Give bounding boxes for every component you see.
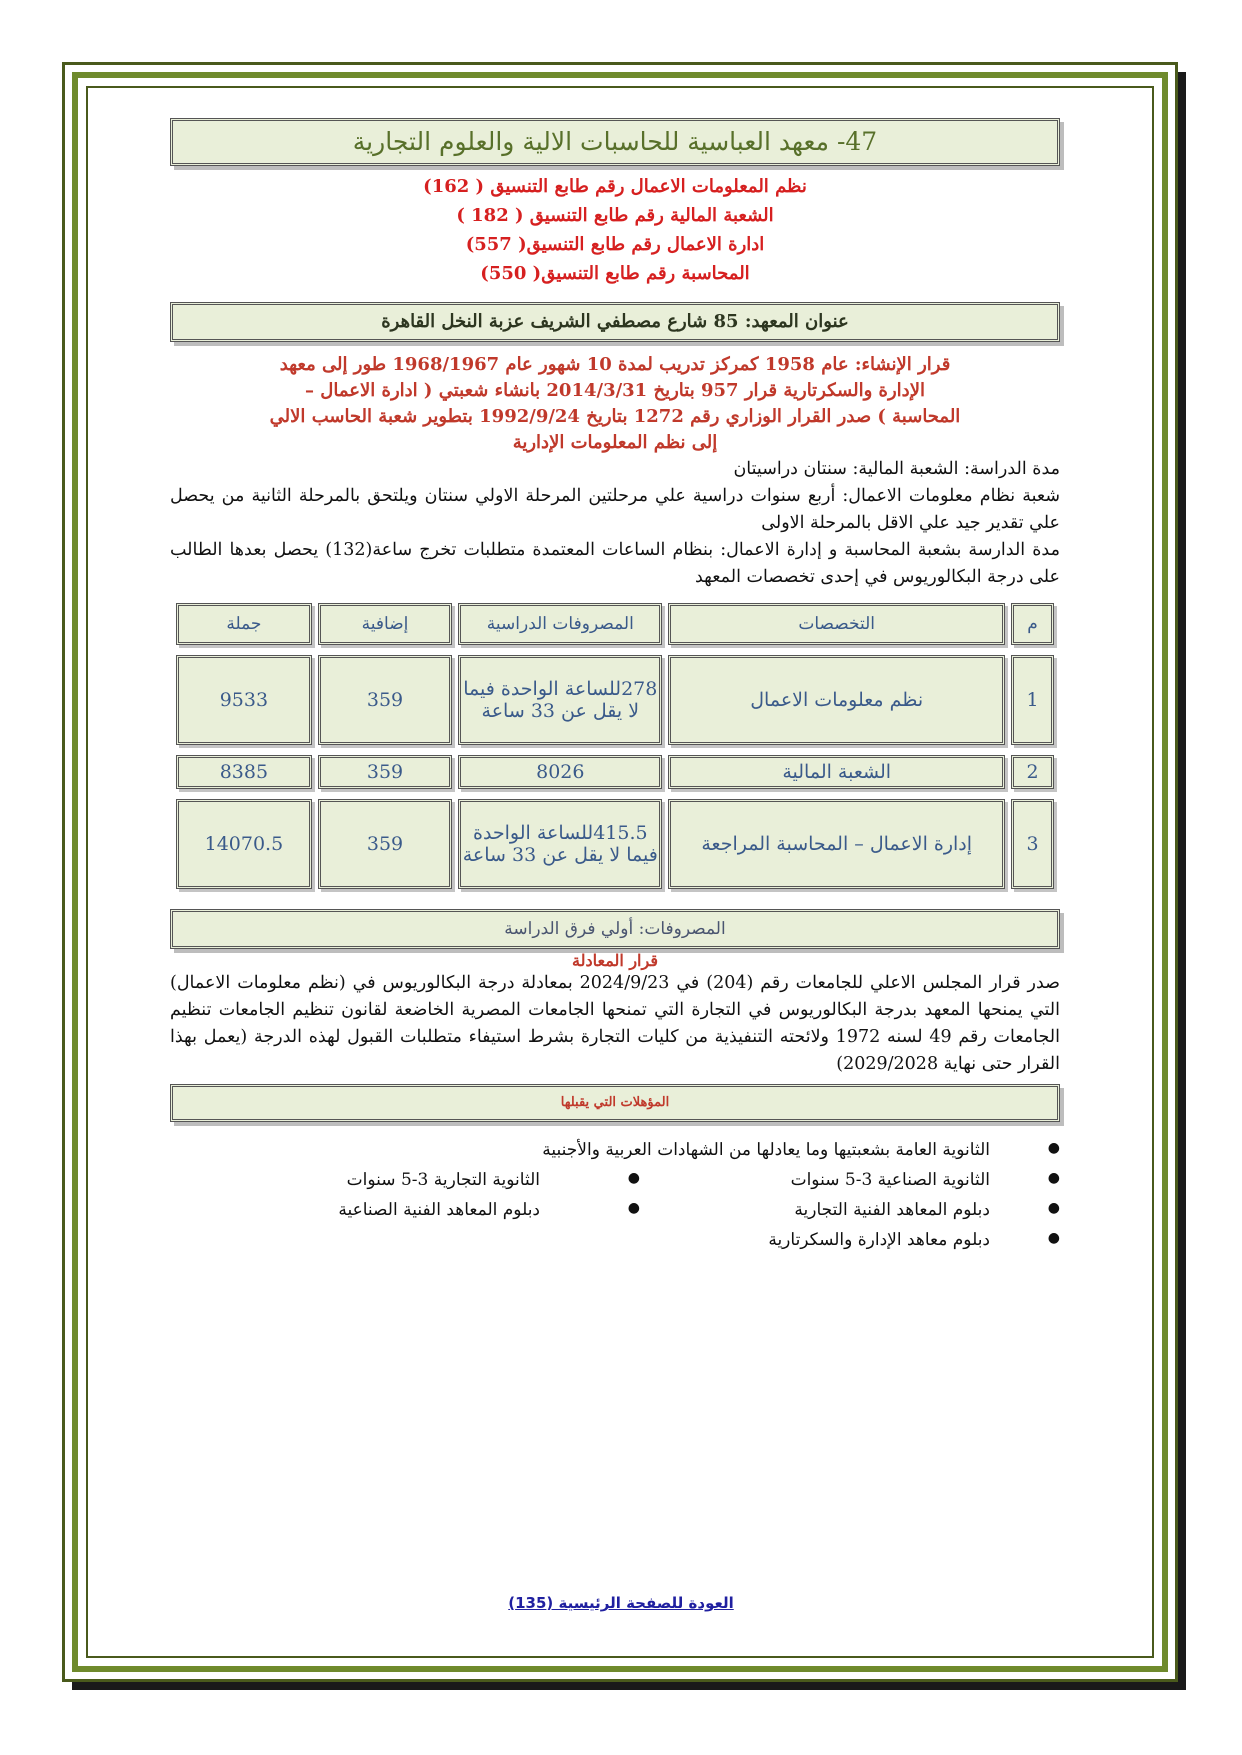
row-number: 2	[1011, 755, 1054, 789]
row-number: 3	[1011, 799, 1054, 889]
table-header-row	[176, 603, 1054, 645]
extra-cell: 359	[318, 655, 452, 745]
code-line: المحاسبة رقم طابع التنسيق( 550)	[480, 263, 750, 284]
equivalence-text: صدر قرار المجلس الاعلي للجامعات رقم (204) في 2024/9/23 بمعادلة درجة البكالوريوس في (نظم معلومات الاعمال) التي يمنحها المعهد بدرجة البكالوريوس في التجارة التي تمنحها الجامعات المصرية الخاضعة لقانون تنظيم الجامعات تنظيم الجامعات رقم 49 لسنه 1972 ولائحته التنفيذية من كليات التجارة بشرط استيفاء متطلبات القبول لهذه الدرجة (يعمل بهذا القرار حتى نهاية 2029/2028)	[170, 973, 1061, 1074]
back-to-main-page-link[interactable]: العودة للصفحة الرئيسية (135)	[508, 1594, 734, 1612]
list-item: الثانوية التجارية 3-5 سنوات	[346, 1170, 540, 1190]
list-item: دبلوم معاهد الإدارة والسكرتارية	[768, 1230, 990, 1250]
total-cell: 14070.5	[176, 799, 312, 889]
fee-cell: 278للساعة الواحدة فيما لا يقل عن 33 ساعة	[458, 655, 662, 745]
table-row	[176, 799, 1054, 889]
header-cell: جملة	[176, 603, 312, 645]
row-number: 1	[1011, 655, 1054, 745]
table-row	[176, 655, 1054, 745]
qualifications-list	[170, 1140, 1060, 1260]
institute-address: عنوان المعهد: 85 شارع مصطفي الشريف عزبة النخل القاهرة	[170, 302, 1060, 342]
specialization-cell: إدارة الاعمال – المحاسبة المراجعة	[668, 799, 1005, 889]
list-item: دبلوم المعاهد الفنية الصناعية	[338, 1200, 540, 1220]
frame-shadow-bottom	[72, 1682, 1186, 1690]
fees-table	[170, 593, 1060, 899]
extra-cell: 359	[318, 755, 452, 789]
fee-cell: 8026	[458, 755, 662, 789]
document-content	[170, 118, 1060, 1260]
bullet-icon: ●	[1047, 1140, 1060, 1156]
header-cell: م	[1011, 603, 1054, 645]
decision-line: الإدارة والسكرتارية قرار 957 بتاريخ 2014/3/31 بانشاء شعبتي ( ادارة الاعمال –	[305, 380, 925, 401]
institute-title: 47- معهد العباسية للحاسبات الالية والعلوم التجارية	[170, 118, 1060, 166]
total-cell: 8385	[176, 755, 312, 789]
code-line: نظم المعلومات الاعمال رقم طابع التنسيق ( 162)	[423, 176, 807, 197]
bullet-icon: ●	[627, 1170, 640, 1186]
frame-shadow-right	[1178, 72, 1186, 1690]
specialization-cell: نظم معلومات الاعمال	[668, 655, 1005, 745]
decision-line: إلى نظم المعلومات الإدارية	[512, 432, 718, 453]
decision-line: قرار الإنشاء: عام 1958 كمركز تدريب لمدة 10 شهور عام 1968/1967 طور إلى معهد	[279, 354, 951, 375]
study-duration	[170, 456, 1060, 591]
list-item: الثانوية العامة بشعبتيها وما يعادلها من الشهادات العربية والأجنبية	[542, 1140, 990, 1160]
fee-cell: 415.5للساعة الواحدة فيما لا يقل عن 33 ساعة	[458, 799, 662, 889]
establishment-decision	[170, 352, 1060, 456]
list-item: دبلوم المعاهد الفنية التجارية	[794, 1200, 990, 1220]
study-paragraph: شعبة نظام معلومات الاعمال: أربع سنوات دراسية علي مرحلتين المرحلة الاولي سنتان ويلتحق بالمرحلة الثانية من يحصل علي تقدير جيد علي الاقل بالمرحلة الاولى	[170, 486, 1060, 533]
header-cell: إضافية	[318, 603, 452, 645]
bullet-icon: ●	[1047, 1230, 1060, 1246]
specialization-cell: الشعبة المالية	[668, 755, 1005, 789]
study-paragraph: مدة الدراسة: الشعبة المالية: سنتان دراسيتان	[733, 459, 1060, 479]
code-line: الشعبة المالية رقم طابع التنسيق ( 182 )	[456, 205, 774, 226]
header-cell: التخصصات	[668, 603, 1005, 645]
total-cell: 9533	[176, 655, 312, 745]
decision-line: المحاسبة ) صدر القرار الوزاري رقم 1272 بتاريخ 1992/9/24 بتطوير شعبة الحاسب الالي	[269, 406, 961, 427]
extra-cell: 359	[318, 799, 452, 889]
bullet-icon: ●	[1047, 1170, 1060, 1186]
bullet-icon: ●	[627, 1200, 640, 1216]
bullet-icon: ●	[1047, 1200, 1060, 1216]
header-cell: المصروفات الدراسية	[458, 603, 662, 645]
table-row	[176, 755, 1054, 789]
expenses-note: المصروفات: أولي فرق الدراسة	[170, 909, 1060, 949]
study-paragraph: مدة الدارسة بشعبة المحاسبة و إدارة الاعمال: بنظام الساعات المعتمدة متطلبات تخرج ساعة(132) يحصل بعدها الطالب على درجة البكالوريوس في إحدى تخصصات المعهد	[170, 540, 1060, 587]
qualifications-heading: المؤهلات التي يقبلها	[170, 1084, 1060, 1122]
code-line: ادارة الاعمال رقم طابع التنسيق( 557)	[465, 234, 765, 255]
list-item: الثانوية الصناعية 3-5 سنوات	[790, 1170, 990, 1190]
coordination-codes	[170, 172, 1060, 288]
equivalence-heading: قرار المعادلة	[572, 951, 658, 970]
